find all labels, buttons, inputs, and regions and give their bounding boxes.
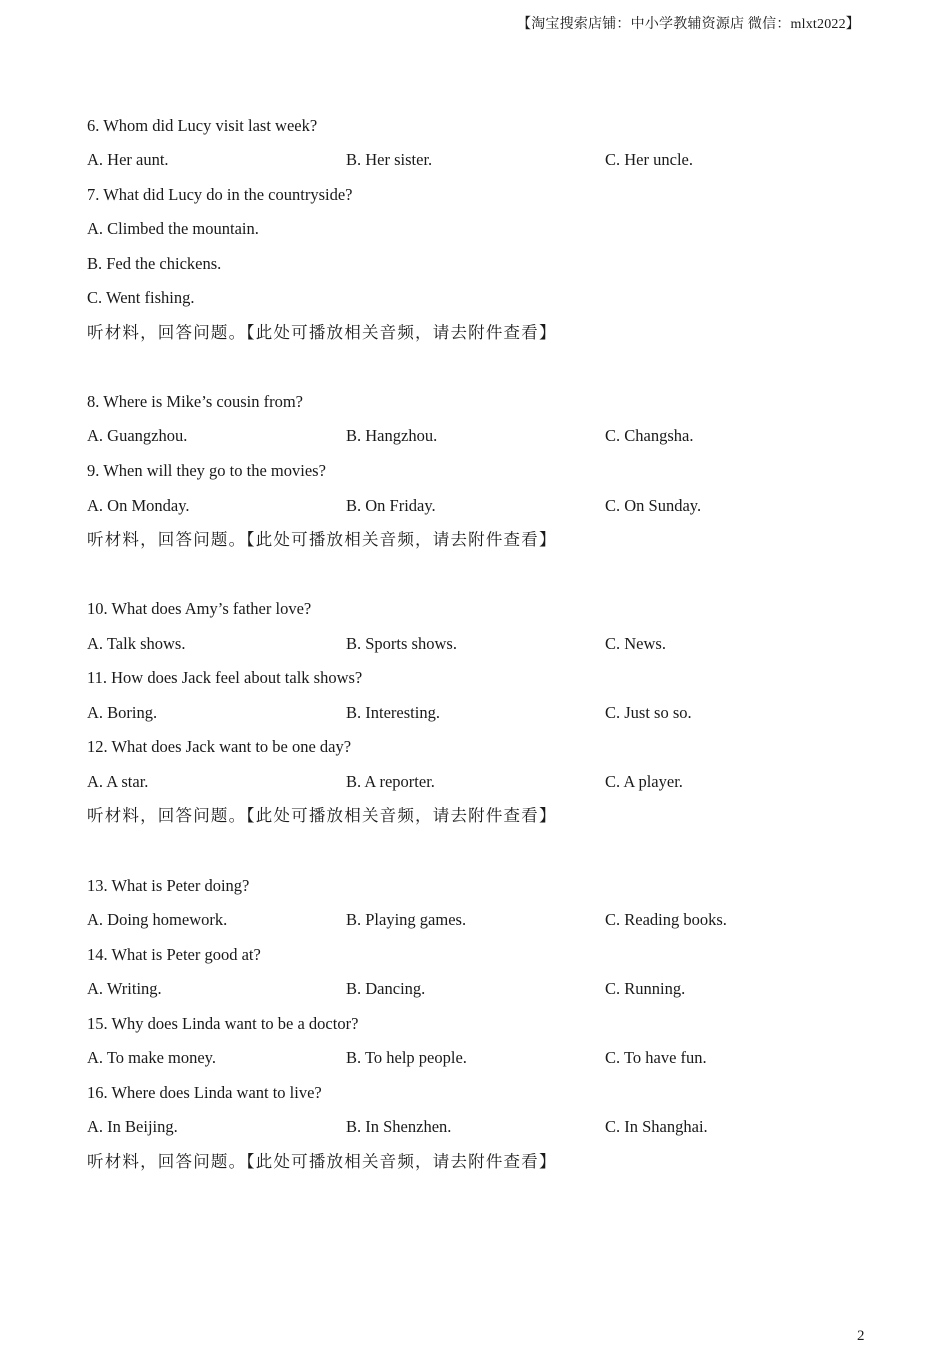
q9-option-a: A. On Monday. — [87, 496, 190, 515]
question-7: 7. What did Lucy do in the countryside? — [87, 185, 353, 204]
page-header: 【淘宝搜索店铺：中小学教辅资源店 微信：mlxt2022】 — [517, 17, 860, 32]
question-14: 14. What is Peter good at? — [87, 945, 261, 964]
q12-option-c: C. A player. — [605, 772, 683, 791]
question-8: 8. Where is Mike’s cousin from? — [87, 392, 303, 411]
q9-option-c: C. On Sunday. — [605, 496, 702, 515]
q7-option-c: C. Went fishing. — [87, 288, 195, 307]
q16-option-a: A. In Beijing. — [87, 1117, 178, 1136]
q8-option-c: C. Changsha. — [605, 426, 694, 445]
question-6: 6. Whom did Lucy visit last week? — [87, 116, 318, 135]
q6-option-b: B. Her sister. — [346, 150, 433, 169]
q14-option-a: A. Writing. — [87, 979, 162, 998]
section-note: 听材料，回答问题。【此处可播放相关音频，请去附件查看】 — [87, 1152, 557, 1171]
q13-option-c: C. Reading books. — [605, 910, 727, 929]
q14-option-b: B. Dancing. — [346, 979, 426, 998]
q13-option-a: A. Doing homework. — [87, 910, 228, 929]
q9-option-b: B. On Friday. — [346, 496, 436, 515]
q6-option-a: A. Her aunt. — [87, 150, 169, 169]
section-note: 听材料，回答问题。【此处可播放相关音频，请去附件查看】 — [87, 806, 557, 825]
question-12: 12. What does Jack want to be one day? — [87, 737, 352, 756]
q7-option-a: A. Climbed the mountain. — [87, 219, 259, 238]
question-9: 9. When will they go to the movies? — [87, 461, 326, 480]
question-10: 10. What does Amy’s father love? — [87, 599, 312, 618]
question-13: 13. What is Peter doing? — [87, 876, 250, 895]
section-note: 听材料，回答问题。【此处可播放相关音频，请去附件查看】 — [87, 530, 557, 549]
q11-option-c: C. Just so so. — [605, 703, 692, 722]
question-16: 16. Where does Linda want to live? — [87, 1083, 322, 1102]
q7-option-b: B. Fed the chickens. — [87, 254, 222, 273]
q8-option-a: A. Guangzhou. — [87, 426, 188, 445]
q16-option-b: B. In Shenzhen. — [346, 1117, 452, 1136]
q14-option-c: C. Running. — [605, 979, 686, 998]
q12-option-a: A. A star. — [87, 772, 149, 791]
q15-option-a: A. To make money. — [87, 1048, 216, 1067]
q15-option-c: C. To have fun. — [605, 1048, 707, 1067]
question-15: 15. Why does Linda want to be a doctor? — [87, 1014, 359, 1033]
q13-option-b: B. Playing games. — [346, 910, 467, 929]
section-note: 听材料，回答问题。【此处可播放相关音频，请去附件查看】 — [87, 323, 557, 342]
q10-option-a: A. Talk shows. — [87, 634, 186, 653]
q15-option-b: B. To help people. — [346, 1048, 467, 1067]
q10-option-b: B. Sports shows. — [346, 634, 457, 653]
q11-option-b: B. Interesting. — [346, 703, 440, 722]
question-11: 11. How does Jack feel about talk shows? — [87, 668, 363, 687]
q10-option-c: C. News. — [605, 634, 666, 653]
page-number: 2 — [857, 1328, 865, 1344]
q11-option-a: A. Boring. — [87, 703, 158, 722]
q12-option-b: B. A reporter. — [346, 772, 435, 791]
q16-option-c: C. In Shanghai. — [605, 1117, 708, 1136]
q8-option-b: B. Hangzhou. — [346, 426, 438, 445]
q6-option-c: C. Her uncle. — [605, 150, 693, 169]
